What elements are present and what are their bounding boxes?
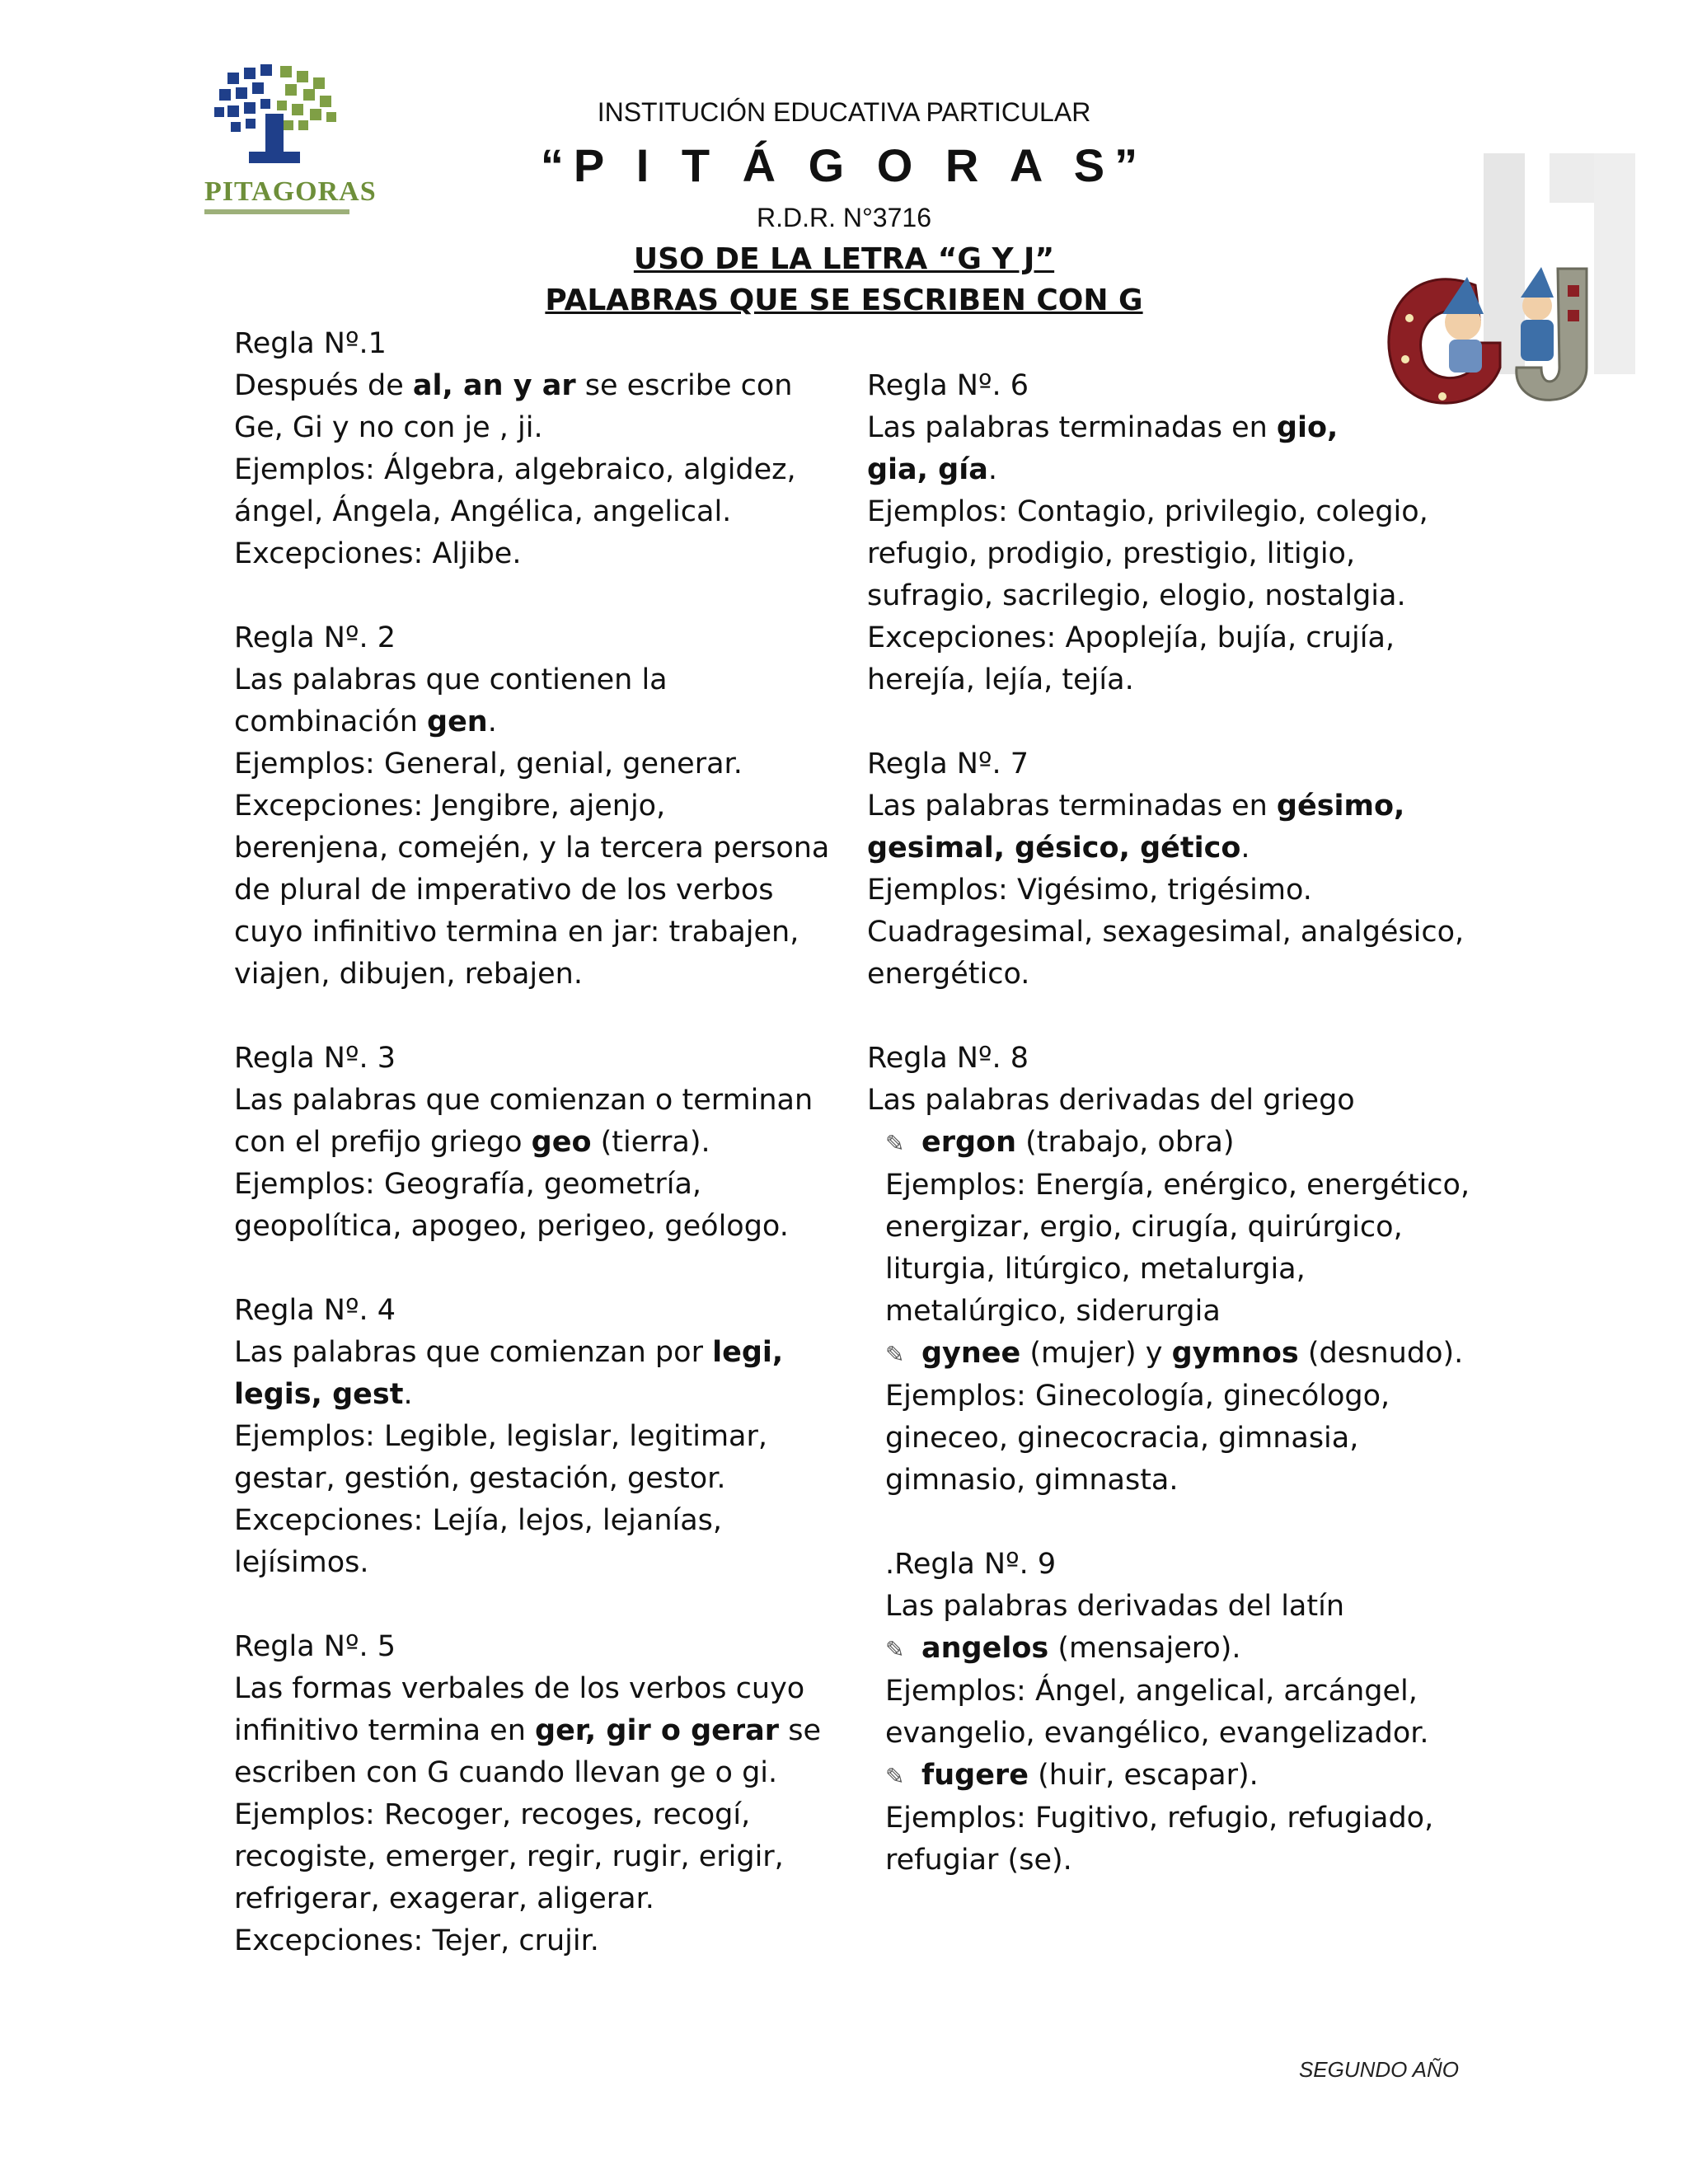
rule-7-keyword: gesimal, gésico, gético: [867, 832, 1241, 865]
rule-9-line: Ejemplos: Fugitivo, refugio, refugiado,: [885, 1802, 1434, 1835]
rule-2-line: Excepciones: Jengibre, ajenjo,: [234, 790, 666, 823]
rule-2-line: cuyo infinitivo termina en jar: trabajen,: [234, 916, 799, 949]
pencil-bullet-icon: ✎: [885, 1341, 905, 1368]
rule-6-line: [867, 407, 1493, 449]
rule-5-title: Regla Nº. 5: [234, 1630, 396, 1663]
rule-7-keyword: gésimo,: [1276, 790, 1405, 823]
rule-4-line: Ejemplos: Legible, legislar, legitimar,: [234, 1420, 768, 1453]
rule-6-line: [867, 449, 1493, 491]
rule-4-line: [234, 1374, 869, 1416]
rule-8-title: Regla Nº. 8: [867, 1042, 1029, 1075]
rule-7-title: Regla Nº. 7: [867, 748, 1029, 780]
rule-8-bullet: [867, 1333, 1493, 1376]
rule-3-keyword: geo: [531, 1126, 592, 1159]
rule-3-line: [234, 1122, 869, 1164]
rule-1-line: Excepciones: Aljibe.: [234, 537, 522, 570]
document-title: USO DE LA LETRA “G Y J”: [633, 242, 1055, 276]
rule-6-keyword: gio,: [1276, 411, 1339, 444]
rule-3-text: (tierra).: [591, 1126, 710, 1159]
rule-4-line: lejísimos.: [234, 1546, 369, 1579]
rule-3-line: Las palabras que comienzan o terminan: [234, 1084, 814, 1117]
rule-9-bullet: [867, 1628, 1493, 1671]
rule-8-line: metalúrgico, siderurgia: [885, 1295, 1221, 1328]
rule-7-line: [867, 827, 1493, 869]
rule-9-line: refugiar (se).: [885, 1844, 1072, 1877]
rule-8-bullet: [867, 1122, 1493, 1165]
rule-7-text: Las palabras terminadas en: [867, 790, 1277, 823]
rule-8-line: gimnasio, gimnasta.: [885, 1464, 1179, 1497]
rule-1-text: se escribe con: [575, 369, 793, 402]
rule-7-line: [867, 785, 1493, 827]
rule-2-text: .: [487, 705, 497, 738]
rule-8-keyword: gymnos: [1171, 1337, 1299, 1370]
pencil-bullet-icon: ✎: [885, 1130, 905, 1157]
rule-1-line: Ge, Gi y no con je , ji.: [234, 411, 543, 444]
rule-1-line: ángel, Ángela, Angélica, angelical.: [234, 495, 732, 528]
institution-type: INSTITUCIÓN EDUCATIVA PARTICULAR: [597, 97, 1091, 127]
left-column: [234, 323, 869, 1962]
rule-1-text: Después de: [234, 369, 413, 402]
rule-3-line: geopolítica, apogeo, perigeo, geólogo.: [234, 1210, 789, 1243]
rule-8-keyword: gynee: [921, 1337, 1021, 1370]
rule-9-text: (huir, escapar).: [1028, 1759, 1259, 1792]
rule-5-line: escriben con G cuando llevan ge o gi.: [234, 1756, 778, 1789]
rule-9-keyword: fugere: [921, 1759, 1029, 1792]
rule-9-line: evangelio, evangélico, evangelizador.: [885, 1717, 1429, 1750]
rule-9-text: (mensajero).: [1048, 1632, 1241, 1665]
rule-2-line: viajen, dibujen, rebajen.: [234, 958, 583, 991]
rule-9-bullet: [867, 1755, 1493, 1797]
rule-9-title: .Regla Nº. 9: [885, 1548, 1057, 1581]
rule-4-text: Las palabras que comienzan por: [234, 1336, 713, 1369]
rule-7-line: energético.: [867, 958, 1030, 991]
rule-7-text: .: [1240, 832, 1250, 865]
rule-8-text: (desnudo).: [1298, 1337, 1464, 1370]
rule-1-keyword: al, an y ar: [412, 369, 576, 402]
rule-7-line: Cuadragesimal, sexagesimal, analgésico,: [867, 916, 1465, 949]
rule-8-line: Ejemplos: Ginecología, ginecólogo,: [885, 1380, 1390, 1413]
rule-5-line: Ejemplos: Recoger, recoges, recogí,: [234, 1798, 751, 1831]
rule-4-keyword: legis, gest: [234, 1378, 404, 1411]
school-name: “P I T Á G O R A S”: [540, 139, 1148, 191]
rule-6-text: Las palabras terminadas en: [867, 411, 1277, 444]
rule-6-line: Ejemplos: Contagio, privilegio, colegio,: [867, 495, 1428, 528]
rule-6-title: Regla Nº. 6: [867, 369, 1029, 402]
rule-2-line: berenjena, comején, y la tercera persona: [234, 832, 830, 865]
rule-8-line: gineceo, ginecocracia, gimnasia,: [885, 1422, 1359, 1455]
document-subtitle: PALABRAS QUE SE ESCRIBEN CON G: [545, 284, 1143, 317]
rule-8-keyword: ergon: [921, 1126, 1017, 1159]
rule-6-line: sufragio, sacrilegio, elogio, nostalgia.: [867, 579, 1406, 612]
rule-5-line: Las formas verbales de los verbos cuyo: [234, 1672, 805, 1705]
rule-5-line: refrigerar, exagerar, aligerar.: [234, 1882, 654, 1915]
rule-6-line: herejía, lejía, tejía.: [867, 663, 1134, 696]
rule-5-keyword: ger, gir o gerar: [535, 1714, 780, 1747]
rule-2-line: [234, 701, 869, 743]
rule-4-text: .: [403, 1378, 413, 1411]
rule-8-line: Las palabras derivadas del griego: [867, 1084, 1355, 1117]
rule-4-line: Excepciones: Lejía, lejos, lejanías,: [234, 1504, 723, 1537]
rule-1-line: Ejemplos: Álgebra, algebraico, algidez,: [234, 453, 796, 486]
logo-text: PITAGORAS: [204, 176, 377, 207]
rule-5-text: se: [779, 1714, 821, 1747]
rule-6-keyword: gia, gía: [867, 453, 988, 486]
grade-footer: SEGUNDO AÑO: [1298, 2057, 1459, 2082]
rule-5-line: recogiste, emerger, regir, rugir, erigir,: [234, 1840, 784, 1873]
rule-2-keyword: gen: [427, 705, 488, 738]
rule-6-text: .: [987, 453, 997, 486]
rule-6-line: Excepciones: Apoplejía, bujía, crujía,: [867, 621, 1395, 654]
rule-5-line: [234, 1710, 869, 1752]
rule-5-line: Excepciones: Tejer, crujir.: [234, 1924, 599, 1957]
rule-2-text: combinación: [234, 705, 428, 738]
rule-7-line: Ejemplos: Vigésimo, trigésimo.: [867, 874, 1312, 907]
rule-2-line: Ejemplos: General, genial, generar.: [234, 748, 743, 780]
rule-9-keyword: angelos: [921, 1632, 1049, 1665]
rule-6-line: refugio, prodigio, prestigio, litigio,: [867, 537, 1356, 570]
pencil-bullet-icon: ✎: [885, 1763, 905, 1790]
rule-8-text: (mujer) y: [1020, 1337, 1172, 1370]
rule-8-line: Ejemplos: Energía, enérgico, energético,: [885, 1169, 1470, 1202]
pencil-bullet-icon: ✎: [885, 1636, 905, 1663]
rule-3-title: Regla Nº. 3: [234, 1042, 396, 1075]
rule-8-line: liturgia, litúrgico, metalurgia,: [885, 1253, 1306, 1286]
rule-4-title: Regla Nº. 4: [234, 1294, 396, 1327]
rule-2-line: de plural de imperativo de los verbos: [234, 874, 774, 907]
rule-1-title: Regla Nº.1: [234, 327, 387, 360]
rule-8-text: (trabajo, obra): [1016, 1126, 1235, 1159]
resolution-number: R.D.R. N°3716: [757, 203, 931, 232]
rule-8-line: energizar, ergio, cirugía, quirúrgico,: [885, 1211, 1403, 1244]
rule-4-line: gestar, gestión, gestación, gestor.: [234, 1462, 726, 1495]
rule-2-line: Las palabras que contienen la: [234, 663, 668, 696]
rule-4-line: [234, 1332, 869, 1374]
rule-2-title: Regla Nº. 2: [234, 621, 396, 654]
rule-5-text: infinitivo termina en: [234, 1714, 536, 1747]
rule-9-line: Ejemplos: Ángel, angelical, arcángel,: [885, 1675, 1418, 1708]
rule-4-keyword: legi,: [712, 1336, 784, 1369]
rule-9-line: Las palabras derivadas del latín: [885, 1590, 1345, 1623]
rule-3-text: con el prefijo griego: [234, 1126, 532, 1159]
rule-3-line: Ejemplos: Geografía, geometría,: [234, 1168, 702, 1201]
right-column: [867, 365, 1493, 1882]
rule-1-line: [234, 365, 869, 407]
